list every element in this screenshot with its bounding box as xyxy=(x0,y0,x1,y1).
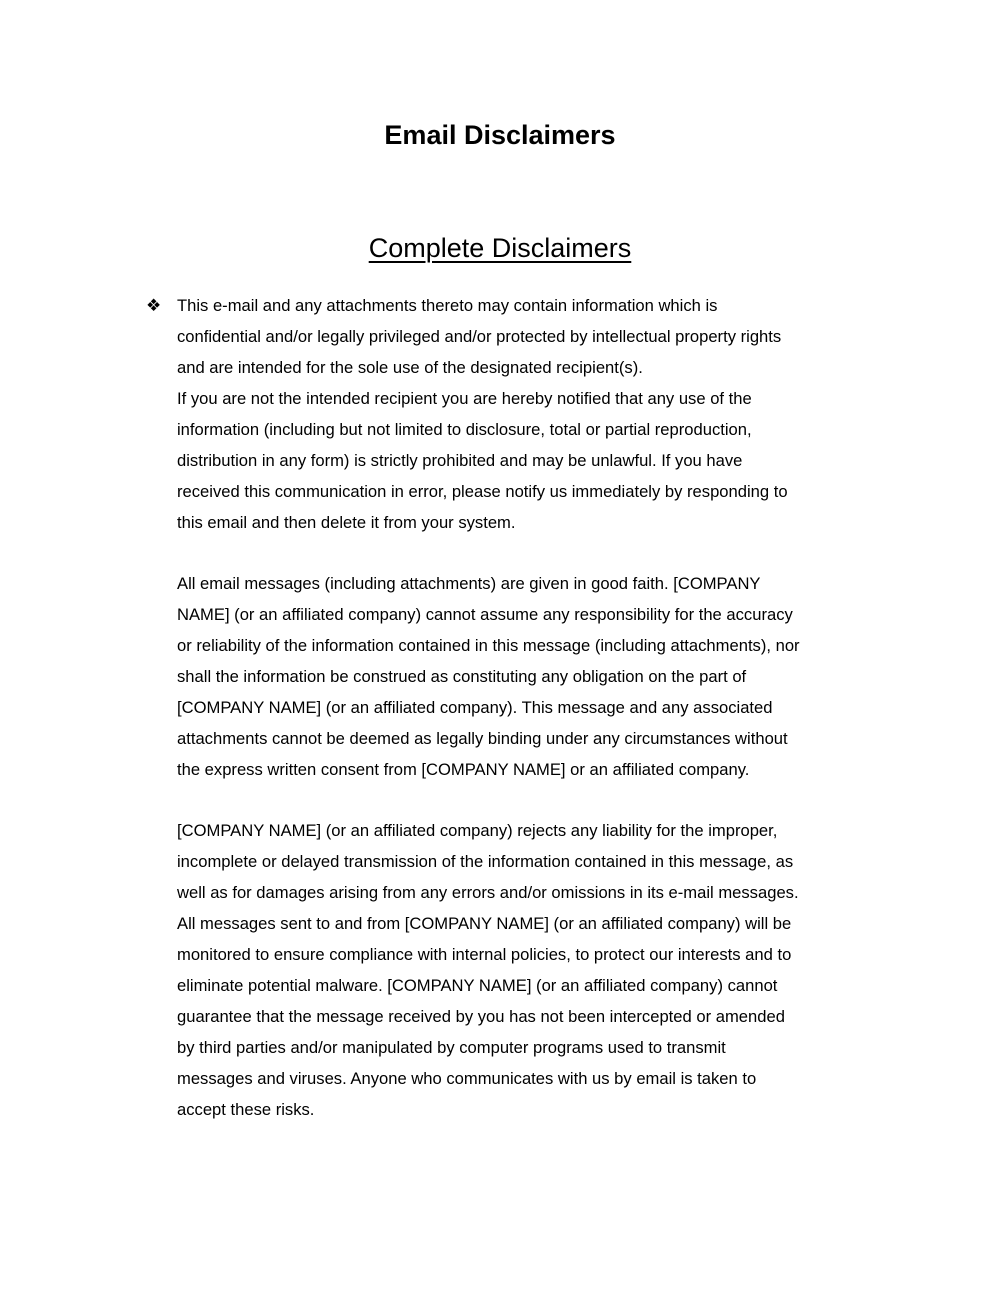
paragraph-line: This e-mail and any attachments thereto may contain information which is xyxy=(177,296,718,315)
paragraph-line: information (including but not limited to disclosure, total or partial reproduction, xyxy=(177,420,752,439)
paragraph-line: or reliability of the information contained in this message (including attachments), nor xyxy=(177,636,800,655)
document-title: Email Disclaimers xyxy=(384,120,616,150)
paragraph-line: received this communication in error, please notify us immediately by responding to xyxy=(177,482,788,501)
paragraph-line: messages and viruses. Anyone who communicates with us by email is taken to xyxy=(177,1069,757,1088)
paragraph-line: by third parties and/or manipulated by computer programs used to transmit xyxy=(177,1038,726,1057)
paragraph-line: shall the information be construed as constituting any obligation on the part of xyxy=(177,667,747,686)
paragraph-line: eliminate potential malware. [COMPANY NAME] (or an affiliated company) cannot xyxy=(177,976,778,995)
paragraph-line: guarantee that the message received by you has not been intercepted or amended xyxy=(177,1007,785,1026)
paragraph-line: All messages sent to and from [COMPANY NAME] (or an affiliated company) will be xyxy=(177,914,792,933)
paragraph-line: NAME] (or an affiliated company) cannot assume any responsibility for the accuracy xyxy=(177,605,793,624)
paragraph-line: this email and then delete it from your system. xyxy=(177,513,516,532)
paragraph-line: All email messages (including attachments) are given in good faith. [COMPANY xyxy=(177,574,761,593)
paragraph-line: confidential and/or legally privileged and/or protected by intellectual property rights xyxy=(177,327,782,346)
paragraph-line: attachments cannot be deemed as legally binding under any circumstances without xyxy=(177,729,788,748)
paragraph-line: and are intended for the sole use of the designated recipient(s). xyxy=(177,358,643,377)
paragraph-line: the express written consent from [COMPANY NAME] or an affiliated company. xyxy=(177,760,750,779)
disclaimer-paragraph-2 xyxy=(177,568,867,785)
paragraph-line: incomplete or delayed transmission of the information contained in this message, as xyxy=(177,852,794,871)
paragraph-line: If you are not the intended recipient you are hereby notified that any use of the xyxy=(177,389,752,408)
diamond-bullet-icon: ❖ xyxy=(146,296,162,315)
paragraph-line: [COMPANY NAME] (or an affiliated company) rejects any liability for the improper, xyxy=(177,821,778,840)
paragraph-line: well as for damages arising from any errors and/or omissions in its e-mail messages. xyxy=(177,883,799,902)
disclaimer-paragraph-3 xyxy=(177,815,867,1125)
paragraph-line: monitored to ensure compliance with internal policies, to protect our interests and to xyxy=(177,945,792,964)
paragraph-line: [COMPANY NAME] (or an affiliated company). This message and any associated xyxy=(177,698,773,717)
paragraph-line: distribution in any form) is strictly prohibited and may be unlawful. If you have xyxy=(177,451,743,470)
section-heading: Complete Disclaimers xyxy=(368,233,632,263)
disclaimer-paragraph-1 xyxy=(177,290,867,538)
paragraph-line: accept these risks. xyxy=(177,1100,315,1119)
